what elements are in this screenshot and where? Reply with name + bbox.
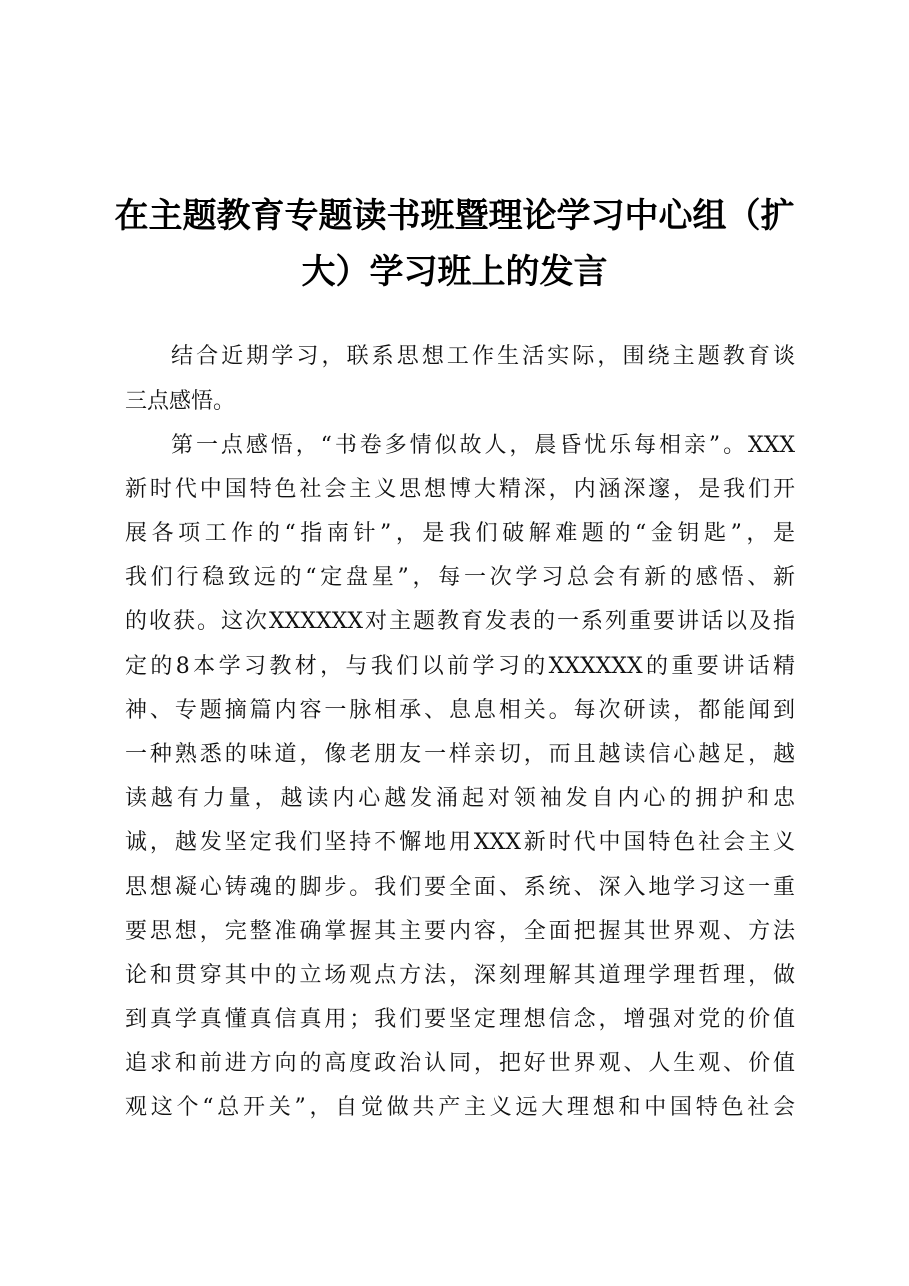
body-text-line: 的收获。这次XXXXXX对主题教育发表的一系列重要讲话以及指 xyxy=(125,609,795,634)
document-title-line-1: 在主题教育专题读书班暨理论学习中心组（扩 xyxy=(114,196,795,236)
body-text-line: 思想凝心铸魂的脚步。我们要全面、系统、深入地学习这一重 xyxy=(125,875,795,900)
body-text-line: 读越有力量，越读内心越发涌起对领袖发自内心的拥护和忠 xyxy=(125,786,795,811)
body-text-line: 定的8本学习教材，与我们以前学习的XXXXXX的重要讲话精 xyxy=(125,654,795,679)
body-text-line: 神、专题摘篇内容一脉相承、息息相关。每次研读，都能闻到 xyxy=(125,698,795,723)
document-title-line-2: 大）学习班上的发言 xyxy=(301,252,608,292)
body-text-line: 我们行稳致远的“定盘星”，每一次学习总会有新的感悟、新 xyxy=(125,565,795,590)
body-text-line: 第一点感悟，“书卷多情似故人，晨昏忧乐每相亲”。XXX xyxy=(171,433,795,458)
body-text-line: 展各项工作的“指南针”，是我们破解难题的“金钥匙”，是 xyxy=(125,521,795,546)
body-text-line: 论和贯穿其中的立场观点方法，深刻理解其道理学理哲理，做 xyxy=(125,963,795,988)
body-text-line: 观这个“总开关”，自觉做共产主义远大理想和中国特色社会 xyxy=(125,1095,795,1120)
body-text-line: 诚，越发坚定我们坚持不懈地用XXX新时代中国特色社会主义 xyxy=(125,830,795,855)
body-text-line: 到真学真懂真信真用；我们要坚定理想信念，增强对党的价值 xyxy=(125,1007,795,1032)
body-text-line: 追求和前进方向的高度政治认同，把好世界观、人生观、价值 xyxy=(125,1051,795,1076)
body-text-line: 新时代中国特色社会主义思想博大精深，内涵深邃，是我们开 xyxy=(125,477,795,502)
body-text-line: 三点感悟。 xyxy=(125,389,236,414)
body-text-line: 一种熟悉的味道，像老朋友一样亲切，而且越读信心越足，越 xyxy=(125,742,795,767)
body-text-line: 结合近期学习，联系思想工作生活实际，围绕主题教育谈 xyxy=(171,344,795,369)
body-text-line: 要思想，完整准确掌握其主要内容，全面把握其世界观、方法 xyxy=(125,919,795,944)
